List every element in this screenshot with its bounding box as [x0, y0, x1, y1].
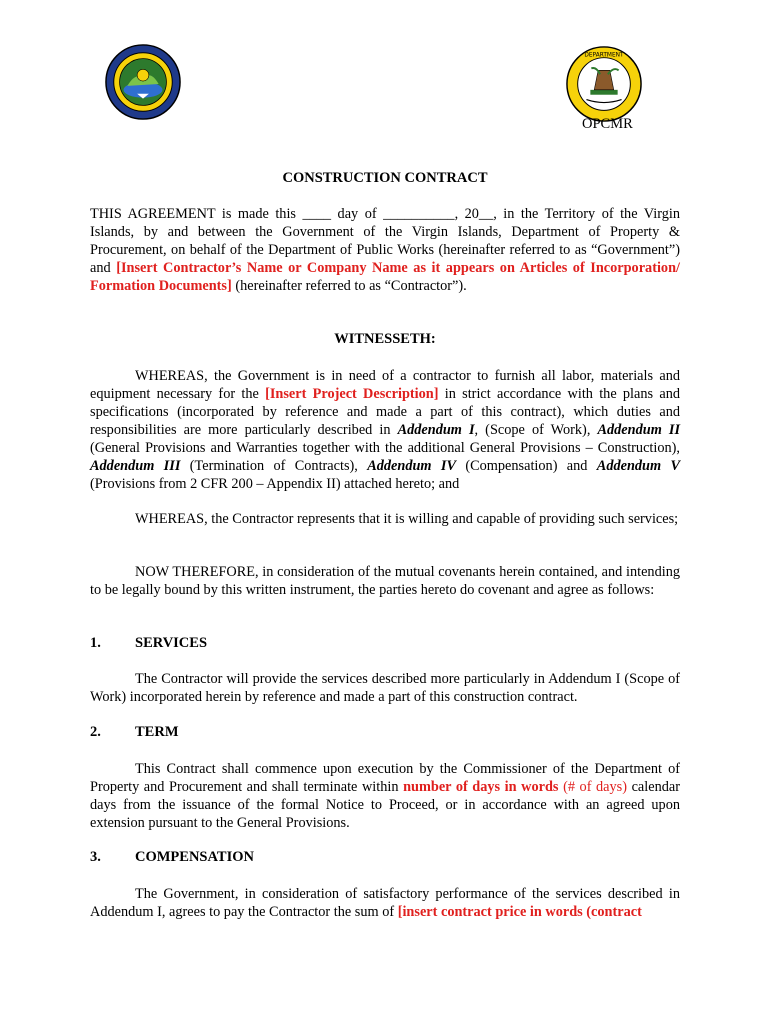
section-2-heading: TERM [135, 724, 179, 740]
contract-price-placeholder: [insert contract price in words (contract [397, 904, 642, 920]
whereas2-text: WHEREAS, the Contractor represents that it is willing and capable of providing such services; [135, 511, 679, 527]
section-2-text-b: calendar days from the issuance of the formal Notice to Proceed, or in accordance with an agreed upon extension pursuant to the General Provisions. [90, 779, 680, 831]
agreement-paragraph [90, 205, 680, 295]
agreement-text-1: THIS AGREEMENT is made this ____ day of __________, 20__, in the Territory of the Virgin Islands, by and between the Government of the Virgin Islands, Department of Property & Procurement, on behalf of the Department of Public Works (hereinafter referred to as “Government”) and [90, 206, 680, 276]
whereas1-text-e: (Termination of Contracts), [180, 458, 368, 474]
contractor-name-placeholder: [Insert Contractor’s Name or Company Name as it appears on Articles of Incorporation/ Formation Documents] [90, 260, 681, 294]
now-therefore-paragraph [90, 563, 680, 599]
addendum-5-ref: Addendum V [596, 458, 681, 474]
whereas1-text-f: (Compensation) and [456, 458, 597, 474]
addendum-4-ref: Addendum IV [367, 458, 456, 474]
section-2-text-a: This Contract shall commence upon execution by the Commissioner of the Department of Property and Procurement and shall terminate within [90, 761, 680, 795]
whereas-paragraph-1 [90, 367, 680, 493]
agreement-text-2: (hereinafter referred to as “Contractor”). [231, 278, 467, 294]
project-description-placeholder: [Insert Project Description] [265, 386, 439, 402]
addendum-2-ref: Addendum II [597, 422, 681, 438]
section-1-text: The Contractor will provide the services described more particularly in Addendum I (Scope of Work) incorporated herein by reference and made a part of this construction contract. [90, 671, 680, 705]
section-2-number: 2. [90, 724, 101, 740]
days-in-words-placeholder: number of days in words [403, 779, 559, 795]
whereas1-text-b: in strict accordance with the plans and specifications (incorporated by reference and made a part of this contract), which duties and responsibilities are more particularly described in [90, 386, 680, 438]
section-3-number: 3. [90, 849, 101, 865]
section-1-paragraph [90, 670, 680, 706]
section-1-number: 1. [90, 635, 101, 651]
days-number-placeholder: (# of days) [558, 779, 627, 795]
whereas1-text-d: (General Provisions and Warranties together with the additional General Provisions – Construction), [90, 440, 680, 456]
document-code: OPCMR [582, 116, 633, 132]
whereas1-text-a: WHEREAS, the Government is in need of a contractor to furnish all labor, materials and equipment necessary for the [90, 368, 680, 402]
svg-text:DEPARTMENT: DEPARTMENT [584, 52, 624, 59]
whereas1-text-c: , (Scope of Work), [474, 422, 598, 438]
addendum-1-ref: Addendum I [397, 422, 475, 438]
section-3-heading: COMPENSATION [135, 849, 254, 865]
section-2-paragraph [90, 760, 680, 832]
contract-title: CONSTRUCTION CONTRACT [282, 170, 488, 186]
whereas1-text-g: (Provisions from 2 CFR 200 – Appendix II) attached hereto; and [90, 476, 460, 492]
section-3-paragraph [90, 885, 680, 921]
addendum-3-ref: Addendum III [90, 458, 181, 474]
department-seal-icon [565, 45, 643, 123]
government-seal-icon [104, 43, 182, 121]
section-3-text-a: The Government, in consideration of satisfactory performance of the services described in Addendum I, agrees to pay the Contractor the sum of [90, 886, 680, 920]
section-1-heading: SERVICES [135, 635, 208, 651]
whereas-paragraph-2 [90, 510, 680, 528]
now-therefore-text: NOW THEREFORE, in consideration of the mutual covenants herein contained, and intending to be legally bound by this written instrument, the parties hereto do covenant and agree as follows: [90, 564, 680, 598]
witnesseth-heading: WITNESSETH: [334, 331, 436, 347]
